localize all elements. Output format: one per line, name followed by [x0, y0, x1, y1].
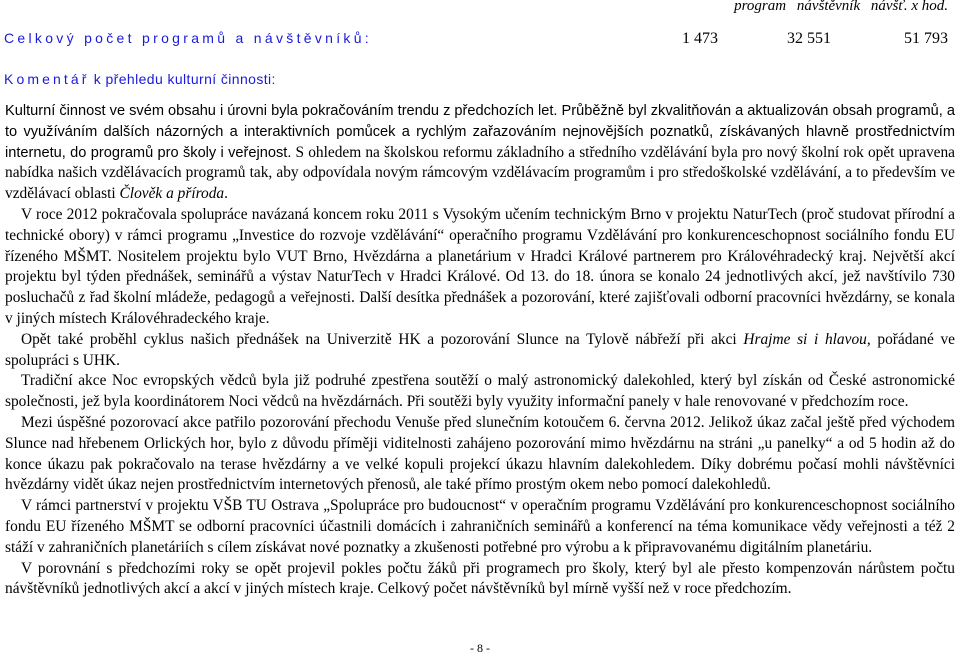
paragraph-3 [5, 330, 955, 372]
paragraph-6: V rámci partnerství v projektu VŠB TU Ostrava „Spolupráce pro budoucnost“ v operačním programu Vzdělávání pro konkurenceschopnost sociálního fondu EU řízeného MŠMT se odborní pracovníci účastnili domácích i zahraničních seminářů a konferencí na téma komunikace vědy veřejnosti a též 2 stáží v zahraničních planetáriích s cílem získávat nové poznatky a zkušenosti potřebné pro výrobu a k připravovanému digitálním planetáriu. [5, 497, 955, 556]
totals-label: Celkový počet programů a návštěvníků: [4, 30, 373, 46]
header-program: program [734, 0, 787, 14]
comment-heading [4, 71, 276, 87]
paragraph-1-italic: Člověk a příroda [119, 185, 225, 203]
total-visitor-hours: 51 793 [904, 30, 948, 47]
commentary-body [5, 101, 955, 600]
totals-row [4, 28, 948, 50]
paragraph-1-part-a: Kulturní činnost ve svém obsahu i úrovni byla pokračováním trendu z předchozích let. Průběžně byl zkvalitňován a aktualizován obsah programů, a to využíváním dalších názorných a interaktivních pomůcek a rychlým zařazováním nejnovějších poznatků, získávaných hlavně prostřednictvím internetu, do programů pro školy i veřejnost. [5, 103, 955, 161]
paragraph-5: Mezi úspěšné pozorovací akce patřilo pozorování přechodu Venuše před slunečním kotoučem 6. června 2012. Jelikož úkaz začal ještě před východem Slunce nad hřebenem Orlických hor, bylo z důvodu příměji viditelnosti zahájeno pozorování mimo hvězdárnu na stráni „u panelky“ a od 5 hodin až do konce úkazu pak pokračovalo na terase hvězdárny a ve velké kopuli projekcí úkazu hlavním dalekohledem. Díky dobrému počasí mohli návštěvníci hvězdárny vidět úkaz nejen prostřednictvím internetových přenosů, ale také přímo prostým okem nebo pomocí dalekohledů. [5, 413, 955, 494]
paragraph-1 [5, 101, 955, 205]
header-visitor-hours: návšť. x hod. [870, 0, 948, 14]
column-headers [727, 0, 948, 15]
paragraph-1-part-b: S ohledem na školskou reformu základního a středního vzdělávání byla pro nový školní rok opět upravena nabídka našich vzdělávacích programů tak, aby odpovídala novým rámcovým vzdělávacím programům i pro středoškolské vzdělávání, a to především ve vzdělávací oblasti [5, 143, 955, 203]
total-programs: 1 473 [682, 30, 718, 47]
paragraph-4: Tradiční akce Noc evropských vědců byla již podruhé zpestřena soutěží o malý astronomický dalekohled, který byl získán od České astronomické společnosti, jež byla koordinátorem Noci vědců na hvězdárnách. Při soutěži byly využity informační panely v hale renovované v předchozím roce. [5, 372, 955, 411]
header-visitors: návštěvník [796, 0, 861, 14]
comment-heading-rest: k přehledu kulturní činnosti: [89, 71, 276, 87]
paragraph-2: V roce 2012 pokračovala spolupráce navázaná koncem roku 2011 s Vysokým učením technickým Brno v projektu NaturTech (proč studovat přírodní a technické obory) v rámci programu „Investice do rozvoje vzdělávání“ operačního programu Vzdělávání pro konkurenceschopnost sociálního fondu EU řízeného MŠMT. Nositelem projektu bylo VUT Brno, Hvězdárna a planetárium v Hradci Králové partnerem pro Královéhradecký kraj. Největší akcí projektu byl týden přednášek, seminářů a výstav NaturTech v Hradci Králové. Od 13. do 18. února se konalo 24 jednotlivých akcí, jež navštívilo 730 posluchačů z řad školní mládeže, pedagogů a veřejnosti. Další desítka přednášek a pozorování, které zajišťovali odborní pracovníci hvězdárny, se konala v jiných místech Královéhradeckého kraje. [5, 205, 955, 327]
comment-heading-word: Komentář [4, 71, 90, 87]
page-number: - 8 - [470, 641, 490, 655]
paragraph-3-italic: Hrajme si i hlavou [743, 330, 867, 348]
total-visitors: 32 551 [787, 30, 831, 47]
paragraph-1-end: . [224, 185, 228, 203]
paragraph-3-part-a: Opět také proběhl cyklus našich přednášek na Univerzitě HK a pozorování Slunce na Tylově nábřeží při akci [21, 330, 744, 348]
paragraph-3-part-b: , pořádané ve spolupráci s UHK. [5, 330, 955, 369]
paragraph-7: V porovnání s předchozími roky se opět projevil pokles počtu žáků při programech pro školy, který byl ale přesto kompenzován nárůstem počtu návštěvníků jednotlivých akcí a akcí v jiných místech kraje. Celkový počet návštěvníků byl mírně vyšší než v roce předchozím. [5, 559, 955, 598]
